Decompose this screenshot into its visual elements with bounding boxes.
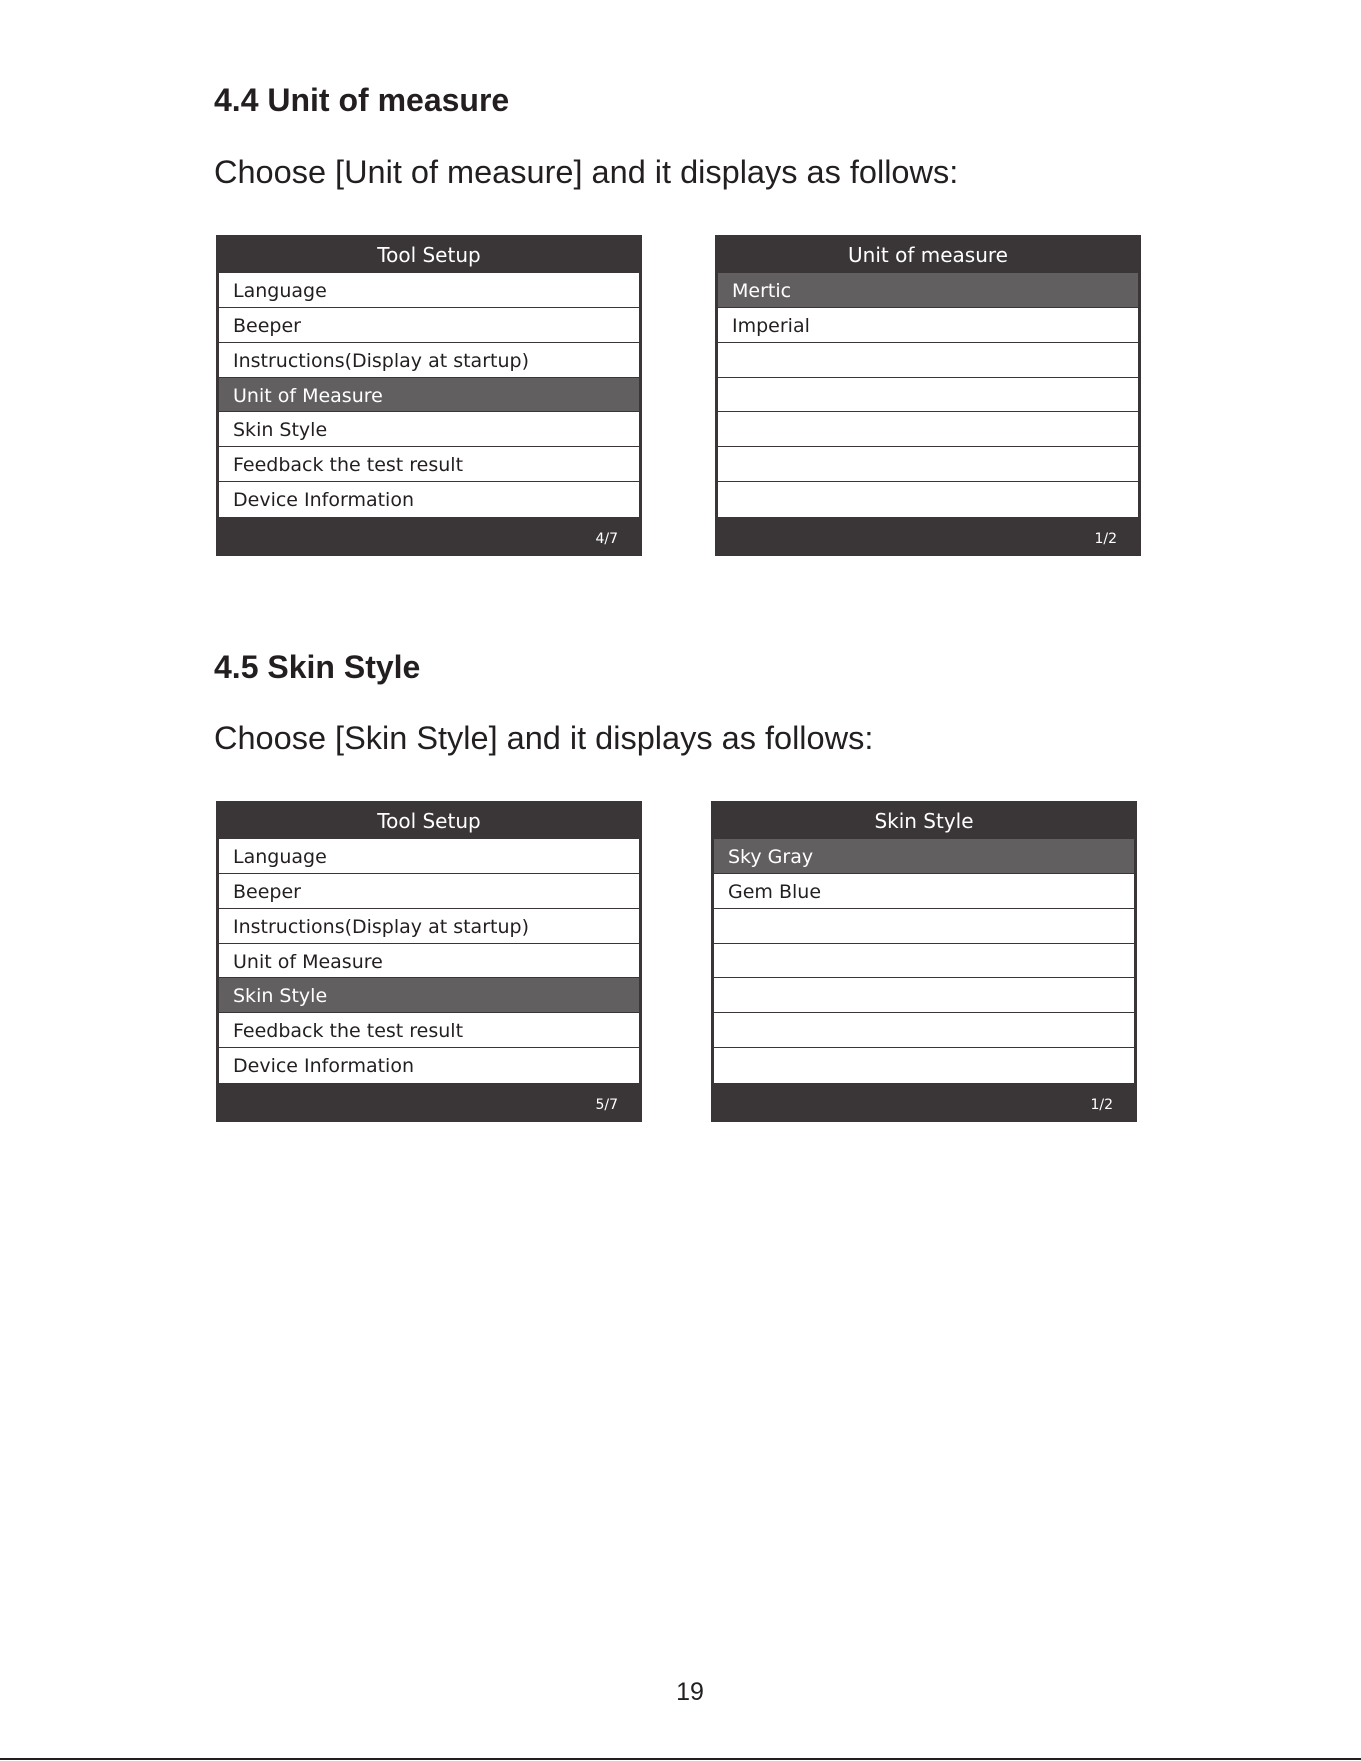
menu-item-feedback[interactable]: Feedback the test result — [219, 447, 639, 482]
menu-item-skin-style[interactable]: Skin Style — [219, 978, 639, 1013]
menu-item-beeper[interactable]: Beeper — [219, 308, 639, 343]
menu-item-device-information[interactable]: Device Information — [233, 489, 415, 512]
screen-title: Tool Setup — [377, 243, 481, 267]
tool-setup-screen — [216, 801, 642, 1122]
menu-list — [219, 273, 639, 517]
option-list — [714, 839, 1134, 1083]
screen-title: Tool Setup — [377, 809, 481, 833]
option-item-empty — [718, 343, 1138, 378]
menu-item-instructions[interactable]: Instructions(Display at startup) — [219, 909, 639, 944]
menu-item-language[interactable]: Language — [219, 839, 639, 874]
section-intro-skin-style: Choose [Skin Style] and it displays as follows: — [214, 720, 874, 756]
page-indicator: 1/2 — [1094, 531, 1117, 547]
option-list — [718, 273, 1138, 517]
menu-item-unit-of-measure[interactable]: Unit of Measure — [219, 944, 639, 979]
option-item-empty — [714, 978, 1134, 1013]
page-indicator: 1/2 — [1090, 1097, 1113, 1113]
menu-item-unit-of-measure[interactable]: Unit of Measure — [219, 378, 639, 413]
option-item-imperial[interactable]: Imperial — [718, 308, 1138, 343]
unit-of-measure-screen — [715, 235, 1141, 556]
menu-item-beeper[interactable]: Beeper — [219, 874, 639, 909]
option-item-empty — [718, 412, 1138, 447]
option-item-empty — [718, 447, 1138, 482]
option-item-gem-blue[interactable]: Gem Blue — [714, 874, 1134, 909]
page-number: 19 — [676, 1678, 704, 1706]
menu-list — [219, 839, 639, 1083]
option-item-sky-gray[interactable]: Sky Gray — [714, 839, 1134, 874]
option-item-empty — [714, 944, 1134, 979]
option-item-empty — [714, 1048, 1134, 1083]
page-indicator: 4/7 — [595, 531, 618, 547]
option-item-empty — [718, 482, 1138, 517]
screen-title: Unit of measure — [848, 243, 1008, 267]
option-item-empty — [714, 1013, 1134, 1048]
section-heading-unit-of-measure: 4.4 Unit of measure — [214, 82, 510, 118]
tool-setup-screen — [216, 235, 642, 556]
skin-style-screen — [711, 801, 1137, 1122]
section-intro-unit-of-measure: Choose [Unit of measure] and it displays as follows: — [214, 154, 959, 190]
screen-title: Skin Style — [874, 809, 974, 833]
menu-item-instructions[interactable]: Instructions(Display at startup) — [219, 343, 639, 378]
page-indicator: 5/7 — [595, 1097, 618, 1113]
option-item-empty — [718, 378, 1138, 413]
menu-item-device-information[interactable]: Device Information — [233, 1055, 415, 1078]
page-bottom-divider — [0, 1758, 1361, 1760]
menu-item-language[interactable]: Language — [219, 273, 639, 308]
option-item-empty — [714, 909, 1134, 944]
section-heading-skin-style: 4.5 Skin Style — [214, 649, 421, 685]
menu-item-skin-style[interactable]: Skin Style — [219, 412, 639, 447]
option-item-mertic[interactable]: Mertic — [718, 273, 1138, 308]
menu-item-feedback[interactable]: Feedback the test result — [219, 1013, 639, 1048]
